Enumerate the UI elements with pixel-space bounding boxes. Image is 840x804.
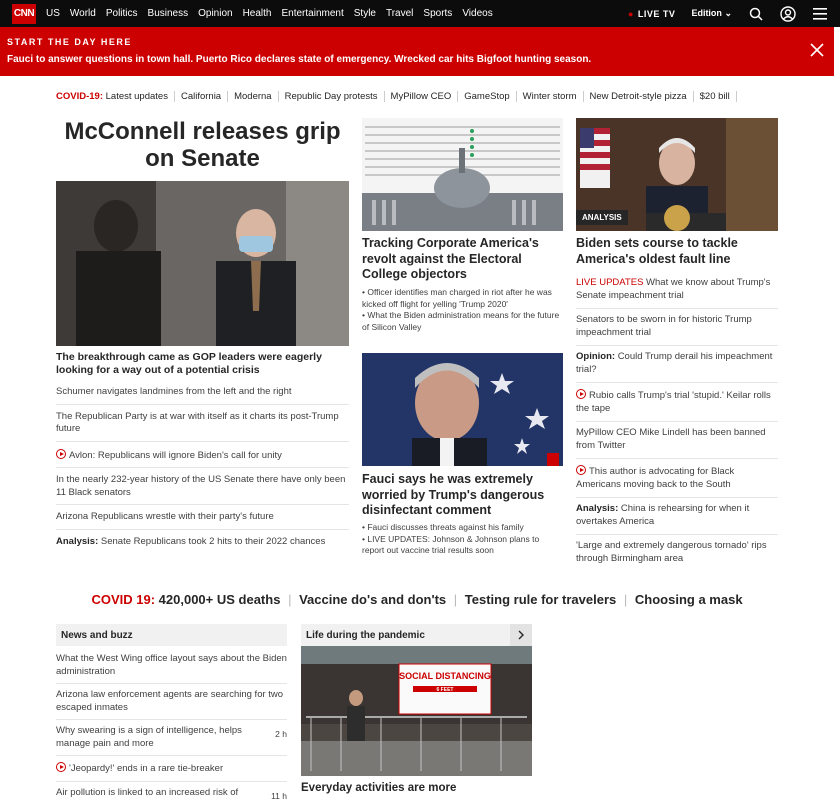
bullet-item[interactable]: • Fauci discusses threats against his family bbox=[362, 522, 563, 534]
biden-image[interactable] bbox=[576, 118, 778, 231]
timestamp: 2 h bbox=[275, 728, 287, 741]
story-bullets bbox=[362, 287, 563, 333]
list-item[interactable]: The Republican Party is at war with itself as it charts its post-Trump future bbox=[56, 405, 349, 442]
list-item[interactable]: Schumer navigates landmines from the left and the right bbox=[56, 380, 349, 405]
bullet-text: LIVE UPDATES: Johnson & Johnson plans to report out vaccine trial results soon bbox=[362, 534, 539, 556]
covid-link[interactable]: Choosing a mask bbox=[635, 592, 743, 607]
list-item-text: Senate Republicans took 2 hits to their 2022 chances bbox=[101, 536, 325, 547]
trending-item[interactable]: MyPillow CEO bbox=[385, 91, 459, 102]
trending-label: Latest updates bbox=[106, 91, 168, 102]
top-nav bbox=[0, 0, 840, 27]
nav-link-politics[interactable]: Politics bbox=[106, 8, 138, 19]
nav-link-health[interactable]: Health bbox=[243, 8, 272, 19]
trending-item[interactable]: Moderna bbox=[228, 91, 279, 102]
cnn-logo[interactable]: CNN bbox=[12, 4, 36, 24]
play-icon bbox=[56, 449, 66, 459]
list-item[interactable] bbox=[56, 782, 287, 804]
list-item[interactable]: In the nearly 232-year history of the US Senate there have only been 11 Black senators bbox=[56, 468, 349, 505]
bullet-text: What the Biden administration means for the future of Silicon Valley bbox=[362, 310, 559, 332]
separator: | bbox=[624, 592, 627, 607]
play-icon bbox=[56, 762, 66, 772]
story-headline[interactable]: Biden sets course to tackle America's oldest fault line bbox=[576, 236, 778, 267]
sign-text-line1: SOCIAL DISTANCING bbox=[399, 671, 491, 681]
sign-text-line2: 6 FEET bbox=[437, 687, 454, 693]
list-item-text: China is rehearsing for when it overtakes America bbox=[576, 503, 749, 527]
live-updates-label: LIVE UPDATES bbox=[576, 277, 643, 288]
live-dot-icon: ● bbox=[628, 9, 634, 19]
edition-label: Edition bbox=[691, 8, 722, 18]
close-icon[interactable] bbox=[810, 43, 824, 57]
banner-kicker: START THE DAY HERE bbox=[7, 37, 132, 47]
nav-link-videos[interactable]: Videos bbox=[462, 8, 492, 19]
banner-headline[interactable]: Fauci to answer questions in town hall. Puerto Rico declares state of emergency. Wrecked car hits Bigfoot hunting season. bbox=[7, 54, 591, 65]
list-item[interactable] bbox=[576, 498, 778, 535]
live-tv-label: LIVE TV bbox=[638, 9, 676, 19]
lead-related-list bbox=[56, 380, 349, 553]
fauci-image[interactable] bbox=[362, 353, 563, 466]
list-item[interactable]: MyPillow CEO Mike Lindell has been banned from Twitter bbox=[576, 422, 778, 459]
nav-link-sports[interactable]: Sports bbox=[423, 8, 452, 19]
list-item[interactable] bbox=[56, 530, 349, 554]
trending-item[interactable]: Republic Day protests bbox=[279, 91, 385, 102]
account-icon[interactable] bbox=[780, 6, 796, 22]
chevron-right-icon[interactable] bbox=[510, 624, 532, 646]
nav-link-travel[interactable]: Travel bbox=[386, 8, 413, 19]
timestamp: 11 h bbox=[271, 790, 287, 803]
nav-link-business[interactable]: Business bbox=[148, 8, 189, 19]
list-item-text: Air pollution is linked to an increased risk of bbox=[56, 787, 238, 798]
list-item[interactable] bbox=[56, 648, 287, 684]
edition-menu[interactable] bbox=[691, 8, 732, 19]
lead-caption[interactable]: The breakthrough came as GOP leaders were eagerly looking for a way out of a potential crisis bbox=[56, 351, 349, 377]
trending-item[interactable]: GameStop bbox=[458, 91, 516, 102]
list-item-kicker: Analysis: bbox=[56, 536, 98, 547]
bullet-item[interactable]: • LIVE UPDATES: Johnson & Johnson plans to report out vaccine trial results soon bbox=[362, 534, 563, 557]
list-item[interactable] bbox=[56, 442, 349, 469]
trending-item[interactable]: California bbox=[175, 91, 228, 102]
list-item[interactable] bbox=[56, 756, 287, 782]
covid-link[interactable]: 420,000+ US deaths bbox=[159, 592, 281, 607]
list-item[interactable]: Senators to be sworn in for historic Trump impeachment trial bbox=[576, 309, 778, 346]
nav-links bbox=[46, 8, 503, 19]
lead-image[interactable] bbox=[56, 181, 349, 346]
list-item[interactable] bbox=[576, 383, 778, 422]
list-item-text: Arizona law enforcement agents are searching for two escaped inmates bbox=[56, 689, 283, 713]
capitol-chart-image[interactable] bbox=[362, 118, 563, 231]
lead-headline[interactable]: McConnell releases grip on Senate bbox=[56, 118, 349, 172]
story-bullets bbox=[362, 522, 563, 557]
start-the-day-banner[interactable] bbox=[0, 27, 834, 76]
pandemic-headline[interactable]: Everyday activities are more bbox=[301, 782, 532, 794]
nav-link-entertainment[interactable]: Entertainment bbox=[281, 8, 343, 19]
nav-link-opinion[interactable]: Opinion bbox=[198, 8, 232, 19]
trending-item[interactable]: New Detroit-style pizza bbox=[584, 91, 694, 102]
bullet-text: Officer identifies man charged in riot after he was kicked off flight for yelling 'Trump 2020' bbox=[362, 287, 552, 309]
covid-links-row bbox=[0, 592, 834, 607]
list-item[interactable] bbox=[576, 272, 778, 309]
list-item[interactable] bbox=[576, 459, 778, 498]
hamburger-menu-icon[interactable] bbox=[812, 6, 828, 22]
bullet-item[interactable]: • Officer identifies man charged in riot after he was kicked off flight for yelling 'Trump 2020' bbox=[362, 287, 563, 310]
list-item[interactable]: Arizona Republicans wrestle with their party's future bbox=[56, 505, 349, 530]
list-item-text: Avlon: Republicans will ignore Biden's call for unity bbox=[69, 450, 282, 461]
list-item-text: Could Trump derail his impeachment trial? bbox=[576, 351, 772, 375]
list-item-text: 'Jeopardy!' ends in a rare tie-breaker bbox=[69, 763, 223, 774]
list-item-kicker: Analysis: bbox=[576, 503, 618, 514]
nav-link-us[interactable]: US bbox=[46, 8, 60, 19]
list-item-text: Why swearing is a sign of intelligence, helps manage pain and more bbox=[56, 725, 256, 750]
play-icon bbox=[576, 389, 586, 399]
trending-item[interactable] bbox=[56, 91, 175, 102]
trending-lead: COVID-19: bbox=[56, 91, 103, 102]
nav-link-world[interactable]: World bbox=[70, 8, 96, 19]
live-tv-link[interactable] bbox=[628, 9, 675, 19]
bullet-text: Fauci discusses threats against his family bbox=[367, 522, 523, 532]
trending-bar bbox=[56, 91, 737, 102]
search-icon[interactable] bbox=[748, 6, 764, 22]
story-headline[interactable]: Tracking Corporate America's revolt against the Electoral College objectors bbox=[362, 236, 563, 283]
news-buzz-list bbox=[56, 648, 287, 804]
pandemic-title: Life during the pandemic bbox=[306, 630, 425, 641]
trending-item[interactable]: Winter storm bbox=[517, 91, 584, 102]
pandemic-image[interactable] bbox=[301, 646, 532, 776]
analysis-badge: ANALYSIS bbox=[576, 210, 628, 225]
list-item[interactable] bbox=[56, 720, 287, 756]
list-item[interactable] bbox=[56, 684, 287, 720]
covid-link[interactable]: Vaccine do's and don'ts bbox=[299, 592, 446, 607]
news-buzz-header: News and buzz bbox=[56, 624, 287, 646]
list-item-text: What the West Wing office layout says about the Biden administration bbox=[56, 653, 287, 677]
play-icon bbox=[576, 465, 586, 475]
pandemic-header bbox=[301, 624, 532, 646]
bullet-item[interactable]: • What the Biden administration means for the future of Silicon Valley bbox=[362, 310, 563, 333]
nav-right bbox=[628, 0, 828, 27]
nav-link-style[interactable]: Style bbox=[354, 8, 376, 19]
trending-item[interactable]: $20 bill bbox=[694, 91, 737, 102]
covid-link[interactable]: Testing rule for travelers bbox=[465, 592, 616, 607]
list-item-text: This author is advocating for Black Americans moving back to the South bbox=[576, 466, 734, 490]
list-item-text: What we know about Trump's Senate impeachment trial bbox=[576, 277, 770, 301]
list-item-kicker: Opinion: bbox=[576, 351, 615, 362]
chevron-down-icon: ⌄ bbox=[724, 8, 732, 18]
story-headline[interactable]: Fauci says he was extremely worried by Trump's dangerous disinfectant comment bbox=[362, 472, 563, 519]
list-item[interactable]: 'Large and extremely dangerous tornado' rips through Birmingham area bbox=[576, 535, 778, 571]
covid-lead: COVID 19: bbox=[91, 592, 155, 607]
separator: | bbox=[454, 592, 457, 607]
col3-related-list bbox=[576, 272, 778, 571]
list-item[interactable] bbox=[576, 346, 778, 383]
separator: | bbox=[288, 592, 291, 607]
list-item-text: Rubio calls Trump's trial 'stupid.' Keilar rolls the tape bbox=[576, 390, 771, 414]
